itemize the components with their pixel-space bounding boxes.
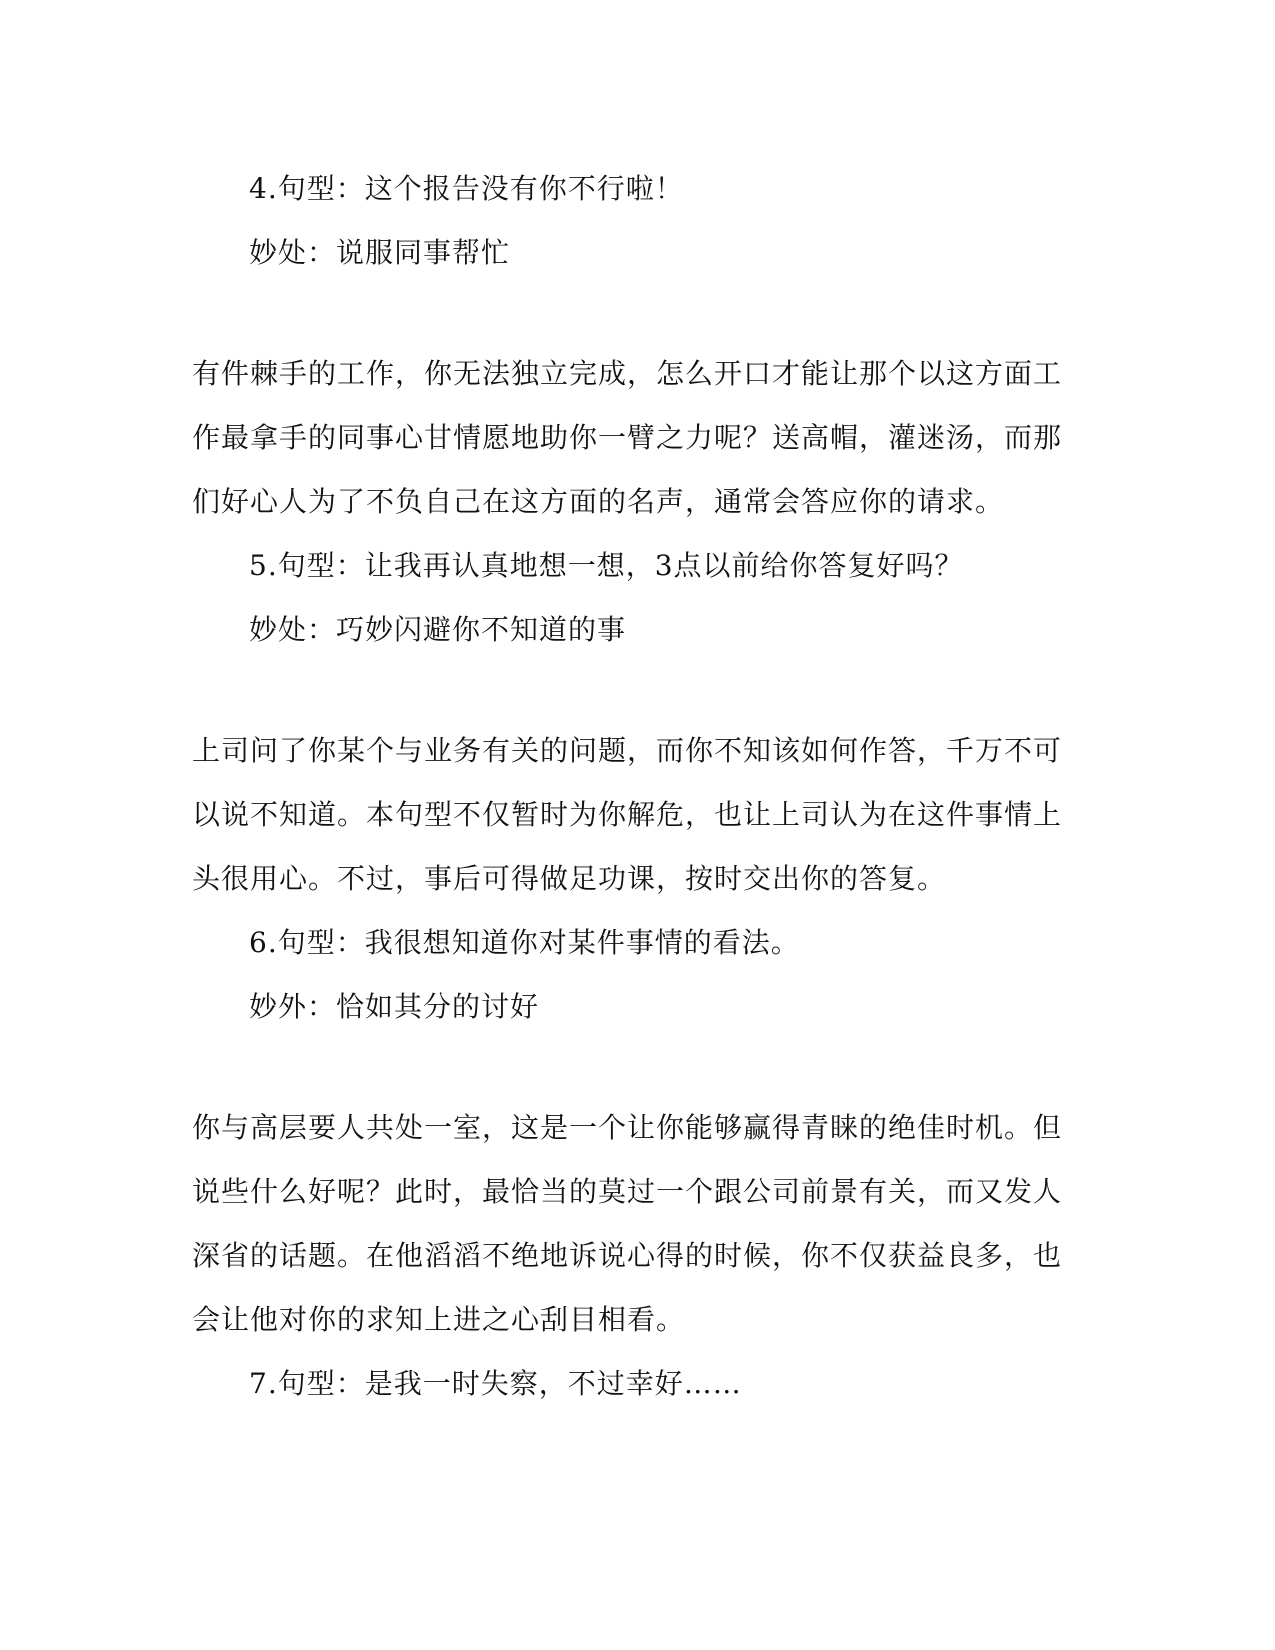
pattern-4-heading: 4.句型：这个报告没有你不行啦！ (249, 172, 684, 205)
paragraph-5-line-3: 头很用心。不过，事后可得做足功课，按时交出你的答复。 (192, 862, 947, 895)
pattern-5-heading: 5.句型：让我再认真地想一想，3点以前给你答复好吗？ (249, 549, 964, 582)
paragraph-6-line-4: 会让他对你的求知上进之心刮目相看。 (192, 1303, 686, 1336)
benefit-5-heading: 妙处：巧妙闪避你不知道的事 (249, 613, 627, 646)
paragraph-6-line-3: 深省的话题。在他滔滔不绝地诉说心得的时候，你不仅获益良多，也 (192, 1239, 1063, 1272)
paragraph-5-line-2: 以说不知道。本句型不仅暂时为你解危，也让上司认为在这件事情上 (192, 798, 1063, 831)
benefit-4-heading: 妙处：说服同事帮忙 (249, 236, 511, 269)
paragraph-6-line-1: 你与高层要人共处一室，这是一个让你能够赢得青睐的绝佳时机。但 (192, 1111, 1063, 1144)
paragraph-4-line-3: 们好心人为了不负自己在这方面的名声，通常会答应你的请求。 (192, 485, 1005, 518)
paragraph-6-line-2: 说些什么好呢？此时，最恰当的莫过一个跟公司前景有关，而又发人 (192, 1175, 1063, 1208)
pattern-7-heading: 7.句型：是我一时失察，不过幸好…… (249, 1367, 742, 1400)
pattern-6-heading: 6.句型：我很想知道你对某件事情的看法。 (249, 926, 800, 959)
benefit-6-heading: 妙外：恰如其分的讨好 (249, 990, 540, 1023)
paragraph-5-line-1: 上司问了你某个与业务有关的问题，而你不知该如何作答，千万不可 (192, 734, 1063, 767)
paragraph-4-line-2: 作最拿手的同事心甘情愿地助你一臂之力呢？送高帽，灌迷汤，而那 (192, 421, 1063, 454)
paragraph-4-line-1: 有件棘手的工作，你无法独立完成，怎么开口才能让那个以这方面工 (192, 357, 1063, 390)
